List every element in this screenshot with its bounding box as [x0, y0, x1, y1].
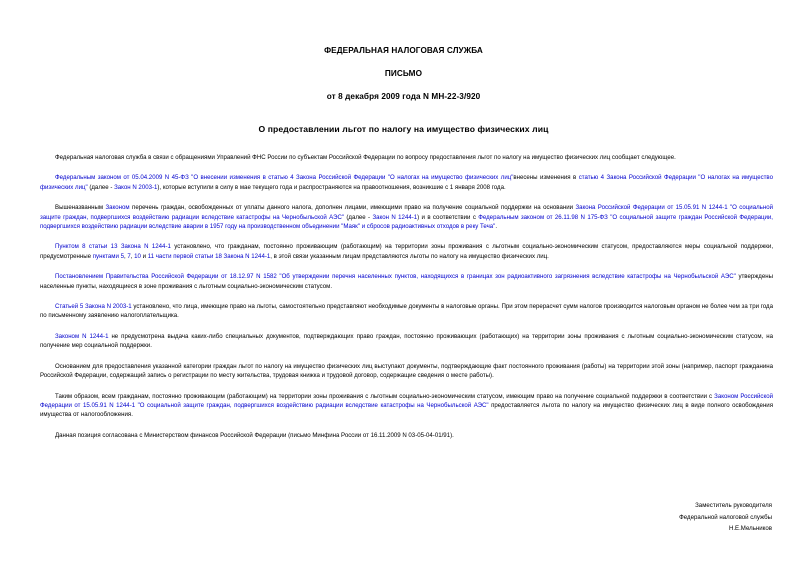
paragraph-text: внесены изменения в	[513, 174, 579, 182]
paragraph-text: , в этой связи указанным лицам представляются льготы по налогу на имущество физических лиц.	[270, 252, 549, 260]
paragraph	[40, 242, 773, 261]
law-reference-link[interactable]: Законом Российской Федерации от 15.05.91 N 1244-1 "О социальной защите граждан, подвергшихся воздействию радиации вследствие катастрофы на Чернобыльской АЭС"	[40, 392, 773, 409]
paragraph-text: Данная позиция согласована с Министерством финансов Российской Федерации (письмо Минфина России от 16.11.2009 N 03-05-04-01/91).	[55, 431, 454, 439]
law-reference-link[interactable]: 11	[147, 252, 155, 260]
paragraph	[40, 302, 773, 321]
doc-title: О предоставлении льгот по налогу на имущество физических лиц	[258, 124, 549, 134]
law-reference-link[interactable]: Федеральным законом от 26.11.98 N 175-ФЗ "О социальной защите граждан Российской Федерации, подвергшихся воздействию радиации вследствие аварии в 1957 году на производственном объединении "Маяк" и сбросов радиоактивных отходов в реку Теча"	[40, 213, 773, 231]
paragraph-text: установлено, что лица, имеющие право на льготы, самостоятельно представляют необходимые документы в налоговые органы. При этом перерасчет сумм налогов производится налоговым органом не более чем за три года по письменному заявлению налогоплательщика.	[40, 303, 773, 320]
paragraph	[40, 153, 773, 162]
paragraph	[40, 332, 773, 351]
paragraph-text: ,	[123, 252, 128, 260]
paragraph-text: Таким образом, всем гражданам, постоянно проживающим (работающим) на территории зоны проживания с льготным социально-экономическим статусом, имеющим право на получение социальной поддержки в соответствии с	[55, 392, 715, 400]
law-reference-link[interactable]: Федеральным законом от 05.04.2009 N 45-ФЗ "О внесении изменения в статью 4 Закона Российской Федерации "О налогах на имущество физических лиц"	[55, 174, 514, 182]
law-reference-link[interactable]: Законом	[105, 204, 130, 212]
law-reference-link[interactable]: Закона Российской Федерации от 15.05.91 N 1244-1 "О социальной защите граждан, подвергшихся воздействию радиации вследствие катастрофы на Чернобыльской АЭС"	[40, 204, 773, 221]
paragraph	[40, 272, 773, 291]
signature-block	[679, 500, 772, 535]
law-reference-link[interactable]: Закон N 2003-1	[114, 183, 158, 191]
law-reference-link[interactable]: части первой статьи 18 Закона N 1244-1	[155, 252, 271, 260]
paragraph	[40, 431, 773, 440]
paragraph-text: не предусмотрена выдача каких-либо специальных документов, подтверждающих право граждан, постоянно проживающих (работающих) на территории зоны проживания с льготным социально-экономическим статусом, на получение мер социальной поддержки.	[40, 332, 773, 350]
paragraph-text: Основанием для предоставления указанной категории граждан льгот по налогу на имущество физических лиц выступают документы, подтверждающие факт постоянного проживания (работы) на территории этой зоны (например, паспорт гражданина Российской Федерации, содержащий запись о регистрации по месту жительства, трудовая книжка и трудовой договор, содержащие сведения о месте работы).	[40, 362, 773, 380]
paragraph-text: (далее -	[87, 183, 115, 191]
agency-name: ФЕДЕРАЛЬНАЯ НАЛОГОВАЯ СЛУЖБА	[324, 46, 483, 55]
paragraph-text: Федеральная налоговая служба в связи с обращениями Управлений ФНС России по субъектам Российской Федерации по вопросу предоставления льгот по налогу на имущество физических лиц сообщает следующее.	[55, 154, 676, 161]
law-reference-link[interactable]: пунктами 5	[92, 252, 124, 260]
paragraph-text: ,	[130, 252, 135, 260]
paragraph-text: Вышеназванным	[55, 204, 106, 212]
law-reference-link[interactable]: Постановлением Правительства Российской Федерации от 18.12.97 N 1582 "Об утверждении перечня населенных пунктов, находящихся в границах зон радиоактивного загрязнения вследствие катастрофы на Чернобыльской АЭС"	[55, 273, 736, 281]
signature-name: Н.Е.Мельников	[728, 525, 772, 532]
law-reference-link[interactable]: Законом N 1244-1	[55, 332, 109, 340]
paragraph-text: установлено, что гражданам, постоянно проживающим (работающим) на территории зоны проживания с льготным социально-экономическим статусом, предоставляются меры социальной поддержки, предусмотренные	[40, 243, 774, 260]
paragraph	[40, 362, 773, 381]
signature-position: Заместитель руководителя	[695, 502, 772, 509]
paragraph-text: ) и в соответствии с	[417, 213, 479, 221]
doc-type: ПИСЬМО	[384, 69, 423, 78]
paragraph-text: перечень граждан, освобожденных от уплаты данного налога, дополнен лицами, имеющими право на получение социальной поддержки на основании	[129, 204, 576, 212]
law-reference-link[interactable]: статью 4 Закона Российской Федерации "О налогах на имущество физических лиц"	[40, 174, 773, 191]
law-reference-link[interactable]: Пунктом 8 статьи 13 Закона N 1244-1	[55, 243, 171, 251]
paragraph	[40, 203, 773, 231]
paragraph-text: ), которые вступили в силу в мае текущего года и распространяются на правоотношения, возникшие с 1 января 2008 года.	[157, 183, 506, 191]
doc-date-number: от 8 декабря 2009 года N МН-22-3/920	[326, 92, 481, 101]
paragraph-text: .	[495, 223, 498, 231]
paragraph-text: предоставляется льгота по налогу на имущество физических лиц в виде полного освобождения имущества от налогообложения.	[40, 401, 774, 419]
paragraph-text: утверждены населенные пункты, находящиеся в зоне проживания с льготным социально-экономическим статусом.	[40, 273, 773, 290]
paragraph-text: и	[140, 252, 148, 260]
law-reference-link[interactable]: Закон N 1244-1	[372, 213, 418, 221]
law-reference-link[interactable]: Статьей 5 Закона N 2003-1	[55, 303, 132, 311]
paragraph	[40, 173, 773, 192]
law-reference-link[interactable]: 7	[127, 252, 131, 260]
paragraph-text: (далее -	[344, 213, 373, 221]
signature-agency: Федеральной налоговой службы	[679, 513, 772, 521]
doc-body	[40, 153, 773, 440]
paragraph	[40, 392, 773, 420]
law-reference-link[interactable]: 10	[134, 252, 141, 260]
